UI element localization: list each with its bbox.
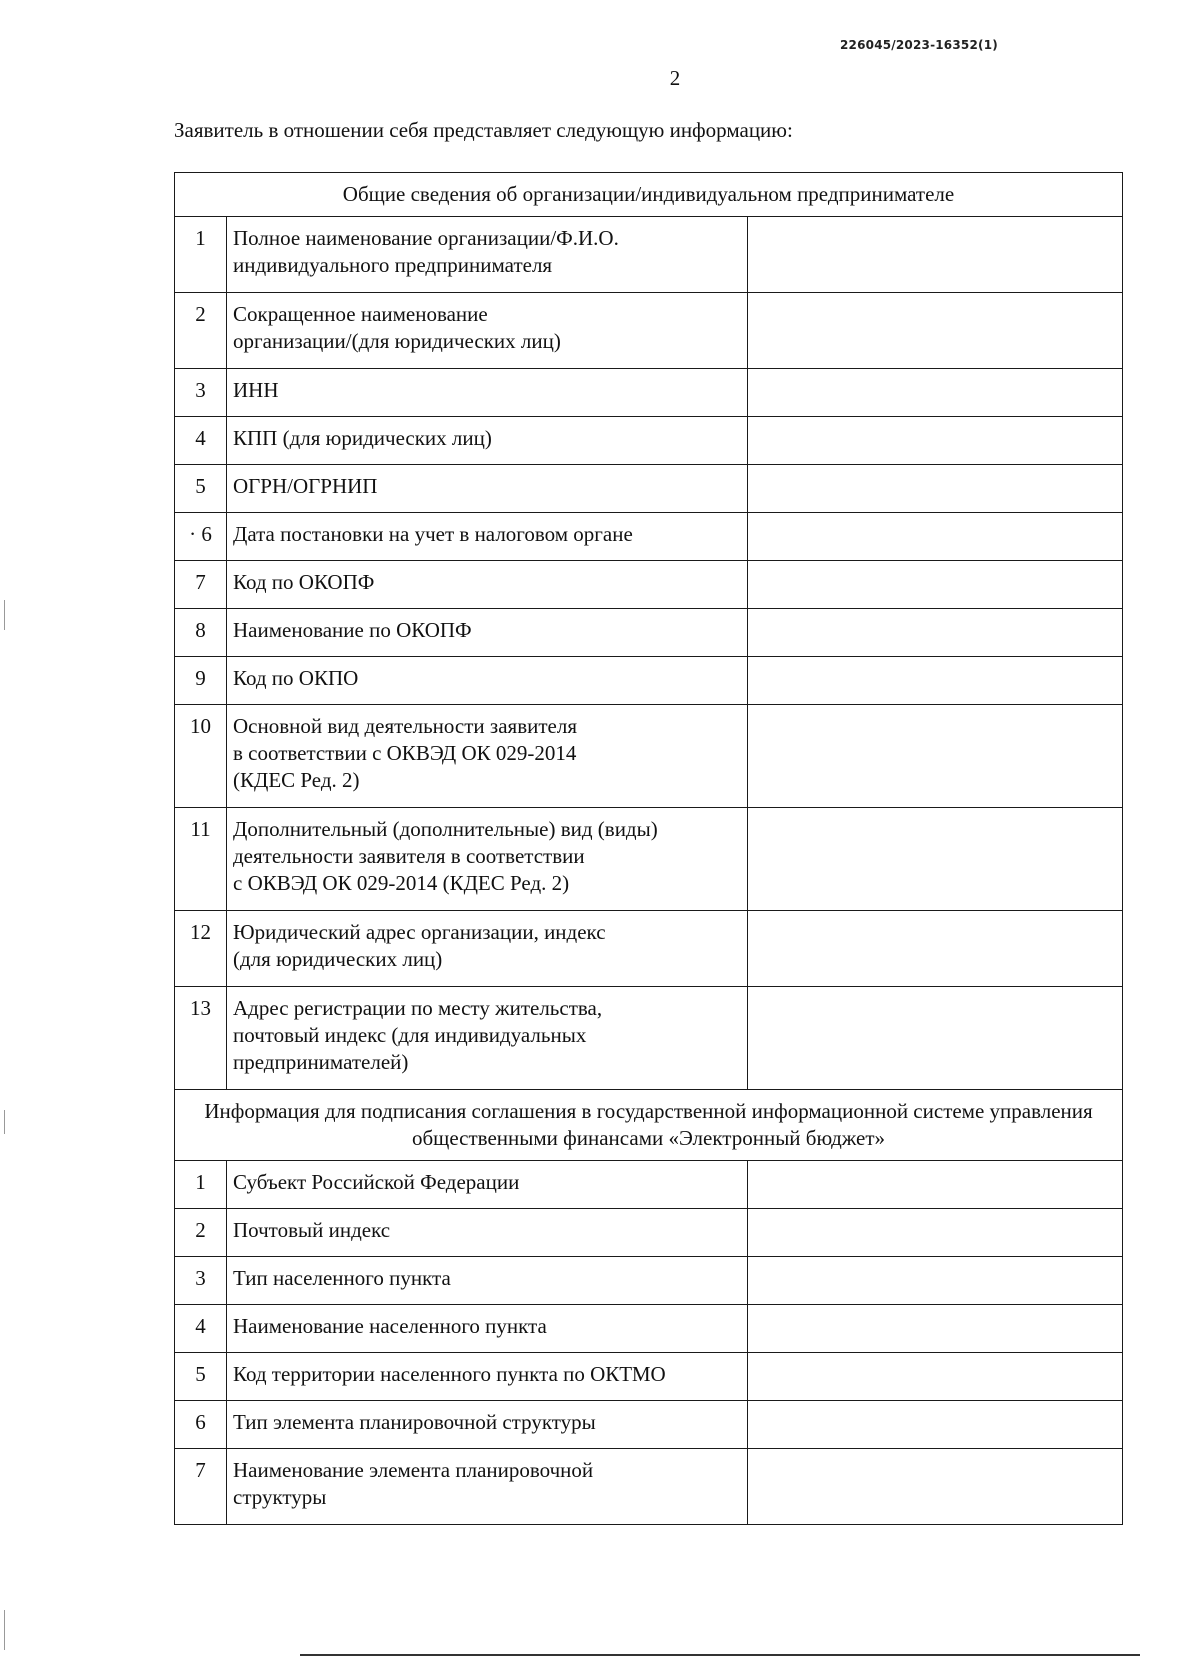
table-row (175, 1449, 1123, 1525)
table-row (175, 1305, 1123, 1353)
scan-bottom-edge (300, 1654, 1140, 1656)
row-number: 7 (175, 1449, 227, 1525)
table-row (175, 609, 1123, 657)
row-value-field[interactable] (748, 657, 1123, 705)
row-number: 6 (175, 1401, 227, 1449)
row-label: Дополнительный (дополнительные) вид (виды) деятельности заявителя в соответствии с ОКВЭД ОК 029-2014 (КДЕС Ред. 2) (227, 808, 748, 911)
row-number: 13 (175, 987, 227, 1090)
row-label: Основной вид деятельности заявителя в соответствии с ОКВЭД ОК 029-2014 (КДЕС Ред. 2) (227, 705, 748, 808)
row-number: 9 (175, 657, 227, 705)
row-number: 8 (175, 609, 227, 657)
table-row (175, 657, 1123, 705)
row-label: Дата постановки на учет в налоговом органе (227, 513, 748, 561)
row-value-field[interactable] (748, 465, 1123, 513)
scan-edge-mark (4, 1610, 5, 1650)
row-value-field[interactable] (748, 417, 1123, 465)
row-number: 2 (175, 1209, 227, 1257)
row-number: 3 (175, 1257, 227, 1305)
row-number: 1 (175, 1161, 227, 1209)
document-id: 226045/2023-16352(1) (840, 38, 998, 52)
row-label: Почтовый индекс (227, 1209, 748, 1257)
row-value-field[interactable] (748, 1209, 1123, 1257)
table-row (175, 808, 1123, 911)
table-row (175, 1401, 1123, 1449)
table-row (175, 217, 1123, 293)
row-value-field[interactable] (748, 1257, 1123, 1305)
row-label: Адрес регистрации по месту жительства, почтовый индекс (для индивидуальных предпринимателей) (227, 987, 748, 1090)
row-value-field[interactable] (748, 705, 1123, 808)
row-label: Тип элемента планировочной структуры (227, 1401, 748, 1449)
row-value-field[interactable] (748, 293, 1123, 369)
row-label: Тип населенного пункта (227, 1257, 748, 1305)
row-number: 12 (175, 911, 227, 987)
row-number: 4 (175, 1305, 227, 1353)
table-row (175, 987, 1123, 1090)
table-row (175, 417, 1123, 465)
intro-text: Заявитель в отношении себя представляет следующую информацию: (174, 118, 793, 142)
row-value-field[interactable] (748, 1401, 1123, 1449)
table-row (175, 1161, 1123, 1209)
section-header-general (175, 173, 1123, 217)
row-label: ИНН (227, 369, 748, 417)
row-number: 11 (175, 808, 227, 911)
row-number: 1 (175, 217, 227, 293)
row-label: Юридический адрес организации, индекс (для юридических лиц) (227, 911, 748, 987)
row-value-field[interactable] (748, 513, 1123, 561)
section-header-electronic-budget (175, 1090, 1123, 1161)
row-label: Субъект Российской Федерации (227, 1161, 748, 1209)
row-label: КПП (для юридических лиц) (227, 417, 748, 465)
row-value-field[interactable] (748, 1353, 1123, 1401)
table-row (175, 369, 1123, 417)
row-value-field[interactable] (748, 609, 1123, 657)
row-value-field[interactable] (748, 1305, 1123, 1353)
row-number: · 6 (175, 513, 227, 561)
table-row (175, 513, 1123, 561)
row-label: Наименование элемента планировочной структуры (227, 1449, 748, 1525)
row-value-field[interactable] (748, 1449, 1123, 1525)
scan-edge-mark (4, 600, 5, 630)
table-row (175, 705, 1123, 808)
row-value-field[interactable] (748, 561, 1123, 609)
row-value-field[interactable] (748, 987, 1123, 1090)
applicant-info-table (174, 172, 1123, 1525)
row-value-field[interactable] (748, 217, 1123, 293)
row-number: 2 (175, 293, 227, 369)
table-row (175, 911, 1123, 987)
table-row (175, 1209, 1123, 1257)
row-label: ОГРН/ОГРНИП (227, 465, 748, 513)
row-value-field[interactable] (748, 808, 1123, 911)
row-label: Наименование населенного пункта (227, 1305, 748, 1353)
table-row (175, 1353, 1123, 1401)
row-label: Наименование по ОКОПФ (227, 609, 748, 657)
section-title: Информация для подписания соглашения в государственной информационной системе управления общественными финансами «Электронный бюджет» (175, 1090, 1123, 1161)
row-label: Код по ОКПО (227, 657, 748, 705)
page-number: 2 (669, 66, 681, 90)
table-row (175, 1257, 1123, 1305)
row-value-field[interactable] (748, 369, 1123, 417)
row-number: 10 (175, 705, 227, 808)
row-number: 4 (175, 417, 227, 465)
row-number: 3 (175, 369, 227, 417)
row-number: 5 (175, 465, 227, 513)
table-row (175, 561, 1123, 609)
row-number: 7 (175, 561, 227, 609)
row-label: Полное наименование организации/Ф.И.О. индивидуального предпринимателя (227, 217, 748, 293)
row-label: Код по ОКОПФ (227, 561, 748, 609)
scan-edge-mark (4, 1110, 5, 1134)
row-number: 5 (175, 1353, 227, 1401)
table-row (175, 465, 1123, 513)
table-row (175, 293, 1123, 369)
row-label: Код территории населенного пункта по ОКТМО (227, 1353, 748, 1401)
section-title: Общие сведения об организации/индивидуальном предпринимателе (175, 173, 1123, 217)
row-value-field[interactable] (748, 911, 1123, 987)
row-value-field[interactable] (748, 1161, 1123, 1209)
row-label: Сокращенное наименование организации/(для юридических лиц) (227, 293, 748, 369)
